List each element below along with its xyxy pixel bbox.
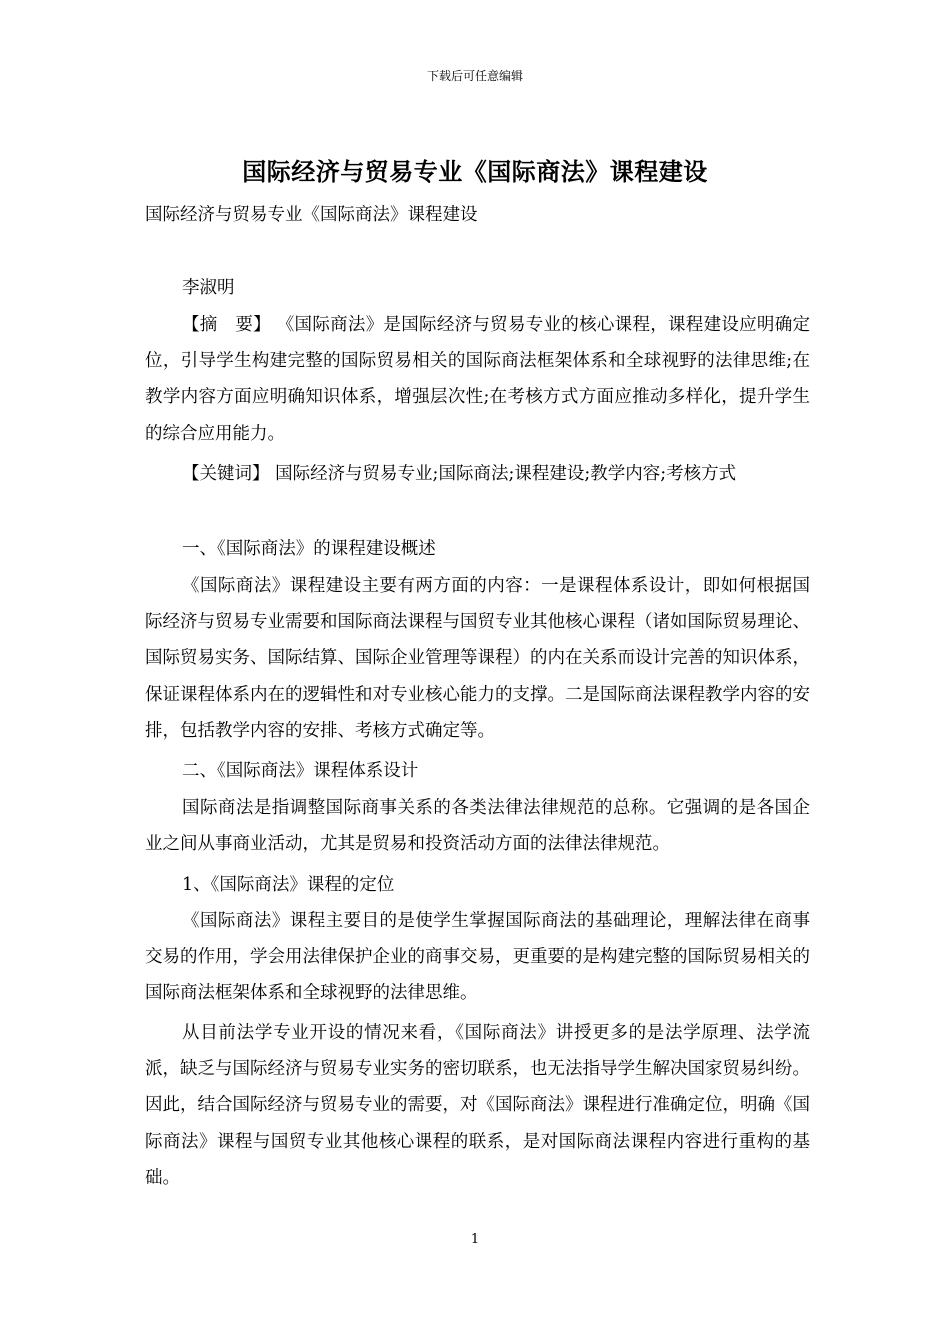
keywords-label: 【关键词】 [182,464,270,484]
header-note: 下载后可任意编辑 [426,69,523,83]
section-2-paragraph: 国际商法是指调整国际商事关系的各类法律法律规范的总称。它强调的是各国企业之间从事商业活动，尤其是贸易和投资活动方面的法律法律规范。 [145,798,810,855]
section-2-1-paragraph-2: 从目前法学专业开设的情况来看，《国际商法》讲授更多的是法学原理、法学流派，缺乏与国际经济与贸易专业实务的密切联系，也无法指导学生解决国家贸易纠纷。因此，结合国际经济与贸易专业的需要，对《国际商法》课程进行准确定位，明确《国际商法》课程与国贸专业其他核心课程的联系，是对国际商法课程内容进行重构的基础。 [145,1023,810,1188]
keywords-text: 国际经济与贸易专业;国际商法;课程建设;教学内容;考核方式 [269,464,737,484]
abstract-text: 《国际商法》是国际经济与贸易专业的核心课程，课程建设应明确定位，引导学生构建完整的国际贸易相关的国际商法框架体系和全球视野的法律思维;在教学内容方面应明确知识体系，增强层次性;在考核方式方面应推动多样化，提升学生的综合应用能力。 [145,315,811,444]
section-2-1-paragraph-1: 《国际商法》课程主要目的是使学生掌握国际商法的基础理论，理解法律在商事交易的作用，学会用法律保护企业的商事交易，更重要的是构建完整的国际贸易相关的国际商法框架体系和全球视野的法律思维。 [145,911,810,1004]
author: 李淑明 [182,278,235,298]
section-2-1-heading: 1、《国际商法》课程的定位 [182,875,395,895]
keywords-paragraph [145,456,810,492]
page-number: 1 [470,1232,480,1247]
page-title: 国际经济与贸易专业《国际商法》课程建设 [242,157,708,186]
section-2-heading: 二、《国际商法》课程体系设计 [182,761,419,781]
section-1-heading: 一、《国际商法》的课程建设概述 [182,539,436,559]
abstract-paragraph [145,307,810,452]
section-1-paragraph: 《国际商法》课程建设主要有两方面的内容：一是课程体系设计，即如何根据国际经济与贸易专业需要和国际商法课程与国贸专业其他核心课程（诸如国际贸易理论、国际贸易实务、国际结算、国际企业管理等课程）的内在关系而设计完善的知识体系，保证课程体系内在的逻辑性和对专业核心能力的支撑。二是国际商法课程教学内容的安排，包括教学内容的安排、考核方式确定等。 [145,576,810,741]
abstract-label: 【摘 要】 [182,315,271,335]
subtitle: 国际经济与贸易专业《国际商法》课程建设 [145,205,478,225]
